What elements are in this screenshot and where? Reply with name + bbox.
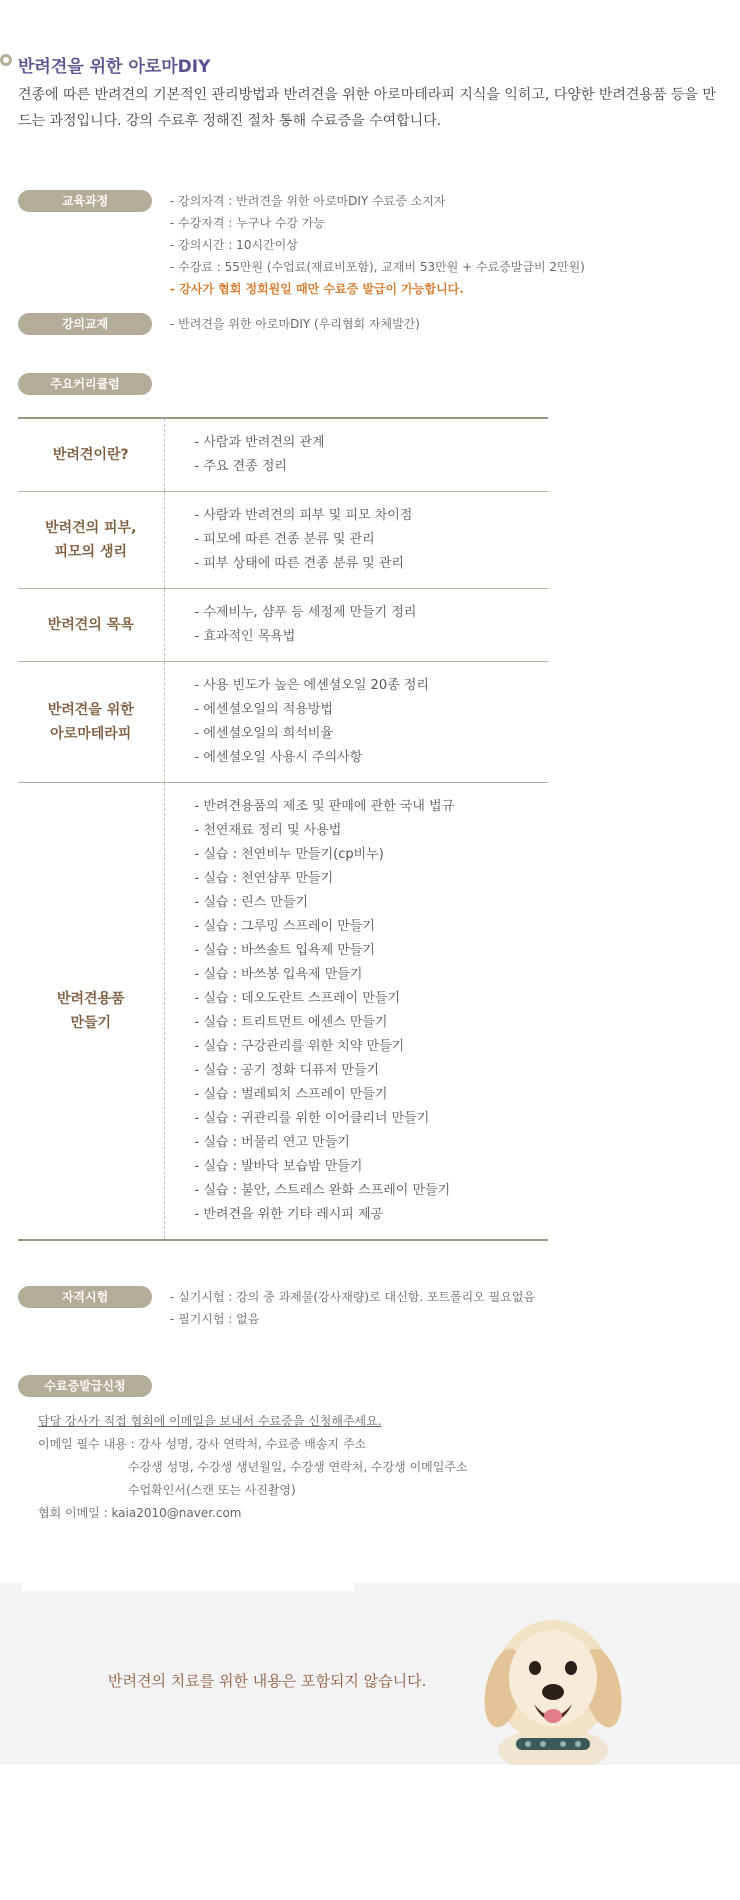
course-highlight: - 강사가 협회 정회원일 때만 수료증 발급이 가능합니다. [170, 282, 464, 296]
certificate-required-line: 수업확인서(스캔 또는 사진촬영) [128, 1483, 296, 1497]
certificate-notice: 담당 강사가 직접 협회에 이메일을 보내서 수료증을 신청해주세요. [38, 1414, 382, 1428]
list-item: - 에센셜오일 사용시 주의사항 [195, 746, 549, 770]
list-item: - 실습 : 데오도란트 스프레이 만들기 [195, 987, 549, 1011]
textbook-line: - 반려견을 위한 아로마DIY (우리협회 자체발간) [170, 317, 420, 331]
course-line: - 수강자격 : 누구나 수강 가능 [170, 216, 325, 230]
list-item: - 반려견을 위한 기타 레시피 제공 [195, 1203, 549, 1227]
list-item: - 실습 : 발바닥 보습밤 만들기 [195, 1155, 549, 1179]
items-cell [164, 589, 548, 662]
course-line: - 수강료 : 55만원 (수업료(재료비포함), 교재비 53만원 + 수료증발급비 2만원) [170, 260, 585, 274]
table-row [18, 418, 548, 492]
certificate-required-line: 이메일 필수 내용 : 강사 성명, 강사 연락처, 수료증 배송지 주소 [38, 1437, 367, 1451]
exam-line: - 필기시험 : 없음 [170, 1312, 260, 1326]
exam-info [170, 1286, 535, 1330]
items-cell [164, 418, 548, 492]
banner-top-strip [22, 1583, 354, 1591]
banner-text: 반려견의 치료를 위한 내용은 포함되지 않습니다. [108, 1672, 427, 1690]
certificate-required-line: 수강생 성명, 수강생 생년월일, 수강생 연락처, 수강생 이메일주소 [128, 1460, 468, 1474]
list-item: - 피모에 따른 견종 분류 및 관리 [195, 528, 549, 552]
list-item: - 반려견용품의 제조 및 판매에 관한 국내 법규 [195, 795, 549, 819]
category-cell: 반려견의 목욕 [18, 589, 164, 662]
curriculum-label: 주요커리큘럼 [18, 373, 152, 395]
course-line: - 강의시간 : 10시간이상 [170, 238, 298, 252]
exam-label: 자격시험 [18, 1286, 152, 1308]
list-item: - 실습 : 천연샴푸 만들기 [195, 867, 549, 891]
course-label: 교육과정 [18, 190, 152, 212]
textbook-label: 강의교재 [18, 313, 152, 335]
list-item: - 피부 상태에 따른 견종 분류 및 관리 [195, 552, 549, 576]
intro-text: 견종에 따른 반려견의 기본적인 관리방법과 반려견을 위한 아로마테라피 지식을 익히고, 다양한 반려견용품 등을 만드는 과정입니다. 강의 수료후 정해진 절차 통해 수료증을 수여합니다. [18, 87, 716, 129]
list-item: - 실습 : 바쓰봉 입욕제 만들기 [195, 963, 549, 987]
puppy-image [468, 1600, 638, 1765]
table-row [18, 589, 548, 662]
course-line: - 강의자격 : 반려견을 위한 아로마DIY 수료증 소지자 [170, 194, 446, 208]
table-row [18, 662, 548, 783]
items-cell [164, 783, 548, 1241]
list-item: - 사람과 반려견의 관계 [195, 431, 549, 455]
category-cell: 반려견의 피부, 피모의 생리 [18, 492, 164, 589]
table-row [18, 492, 548, 589]
heading-bullet-icon [0, 54, 12, 66]
list-item: - 실습 : 바쓰솔트 입욕제 만들기 [195, 939, 549, 963]
list-item: - 실습 : 구강관리를 위한 치약 만들기 [195, 1035, 549, 1059]
list-item: - 실습 : 버물리 연고 만들기 [195, 1131, 549, 1155]
list-item: - 효과적인 목욕법 [195, 625, 549, 649]
curriculum-table [18, 417, 548, 1241]
exam-line: - 실기시험 : 강의 중 과제물(강사재량)로 대신함. 포트폴리오 필요없음 [170, 1290, 536, 1304]
certificate-email: 협회 이메일 : kaia2010@naver.com [38, 1506, 242, 1520]
list-item: - 수제비누, 샴푸 등 세정제 만들기 정리 [195, 601, 549, 625]
items-cell [164, 662, 548, 783]
list-item: - 실습 : 공기 정화 디퓨저 만들기 [195, 1059, 549, 1083]
list-item: - 실습 : 그루밍 스프레이 만들기 [195, 915, 549, 939]
course-info [170, 190, 585, 300]
list-item: - 실습 : 트리트먼트 에센스 만들기 [195, 1011, 549, 1035]
list-item: - 사용 빈도가 높은 에센셜오일 20종 정리 [195, 674, 549, 698]
page-title: 반려견을 위한 아로마DIY [18, 57, 211, 77]
list-item: - 천연재료 정리 및 사용법 [195, 819, 549, 843]
list-item: - 주요 견종 정리 [195, 455, 549, 479]
list-item: - 실습 : 벌레퇴치 스프레이 만들기 [195, 1083, 549, 1107]
list-item: - 실습 : 불안, 스트레스 완화 스프레이 만들기 [195, 1179, 549, 1203]
category-cell: 반려견을 위한 아로마테라피 [18, 662, 164, 783]
certificate-label: 수료증발급신청 [18, 1375, 152, 1397]
items-cell [164, 492, 548, 589]
list-item: - 실습 : 린스 만들기 [195, 891, 549, 915]
list-item: - 에센셜오일의 적용방법 [195, 698, 549, 722]
category-cell: 반려견용품 만들기 [18, 783, 164, 1241]
list-item: - 사람과 반려견의 피부 및 피모 차이점 [195, 504, 549, 528]
list-item: - 실습 : 귀관리를 위한 이어클리너 만들기 [195, 1107, 549, 1131]
list-item: - 에센셜오일의 희석비율 [195, 722, 549, 746]
table-row [18, 783, 548, 1241]
category-cell: 반려견이란? [18, 418, 164, 492]
list-item: - 실습 : 천연비누 만들기(cp비누) [195, 843, 549, 867]
